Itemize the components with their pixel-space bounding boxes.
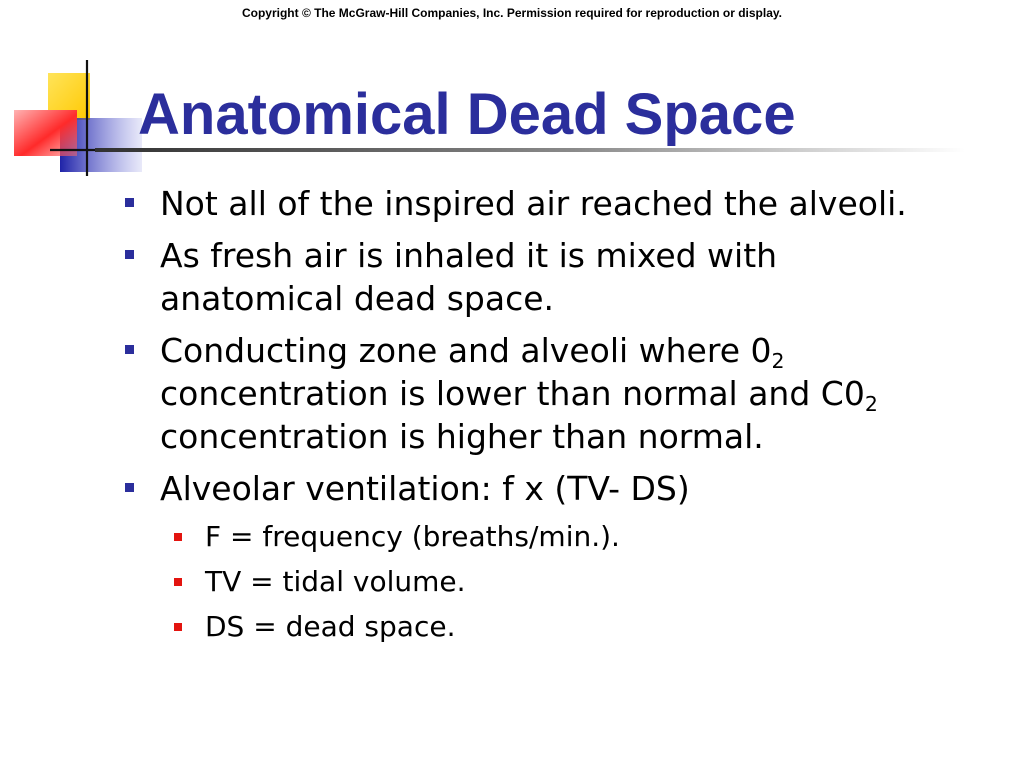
bullet-text-line xyxy=(160,329,1002,372)
bullet-item xyxy=(122,182,1002,225)
bullet-text: Alveolar ventilation: f x (TV- DS) xyxy=(160,469,690,508)
subscript: 2 xyxy=(771,349,785,374)
bullet-text: Not all of the inspired air reached the alveoli. xyxy=(160,184,907,223)
square-bullet-icon xyxy=(125,345,134,354)
bullet-item xyxy=(122,234,1002,320)
sub-bullet-item xyxy=(122,564,1002,600)
square-bullet-icon xyxy=(125,483,134,492)
bullet-text-continued: concentration is lower than normal and C0 xyxy=(160,374,865,413)
bullet-item xyxy=(122,467,1002,510)
square-bullet-icon xyxy=(125,198,134,207)
red-square-bullet-icon xyxy=(174,578,182,586)
bullet-text: As fresh air is inhaled it is mixed with xyxy=(160,236,778,275)
subscript: 2 xyxy=(864,392,878,417)
sub-bullet-item xyxy=(122,519,1002,555)
sub-bullet-text: DS = dead space. xyxy=(205,610,456,643)
bullet-text-continued: concentration is higher than normal. xyxy=(160,417,764,456)
slide-title: Anatomical Dead Space xyxy=(138,82,796,147)
sub-bullet-text: F = frequency (breaths/min.). xyxy=(205,520,620,553)
bullet-list xyxy=(122,182,1002,654)
red-square-bullet-icon xyxy=(174,533,182,541)
corner-decoration xyxy=(0,0,150,190)
bullet-text-line xyxy=(160,372,1002,415)
bullet-text: Conducting zone and alveoli where 0 xyxy=(160,331,772,370)
bullet-text-continued: anatomical dead space. xyxy=(160,279,555,318)
title-underline xyxy=(95,148,965,152)
red-square-bullet-icon xyxy=(174,623,182,631)
sub-bullet-item xyxy=(122,609,1002,645)
bullet-item xyxy=(122,329,1002,458)
sub-bullet-text: TV = tidal volume. xyxy=(205,565,466,598)
square-bullet-icon xyxy=(125,250,134,259)
copyright-notice: Copyright © The McGraw-Hill Companies, Inc. Permission required for reproduction or display. xyxy=(241,6,783,20)
